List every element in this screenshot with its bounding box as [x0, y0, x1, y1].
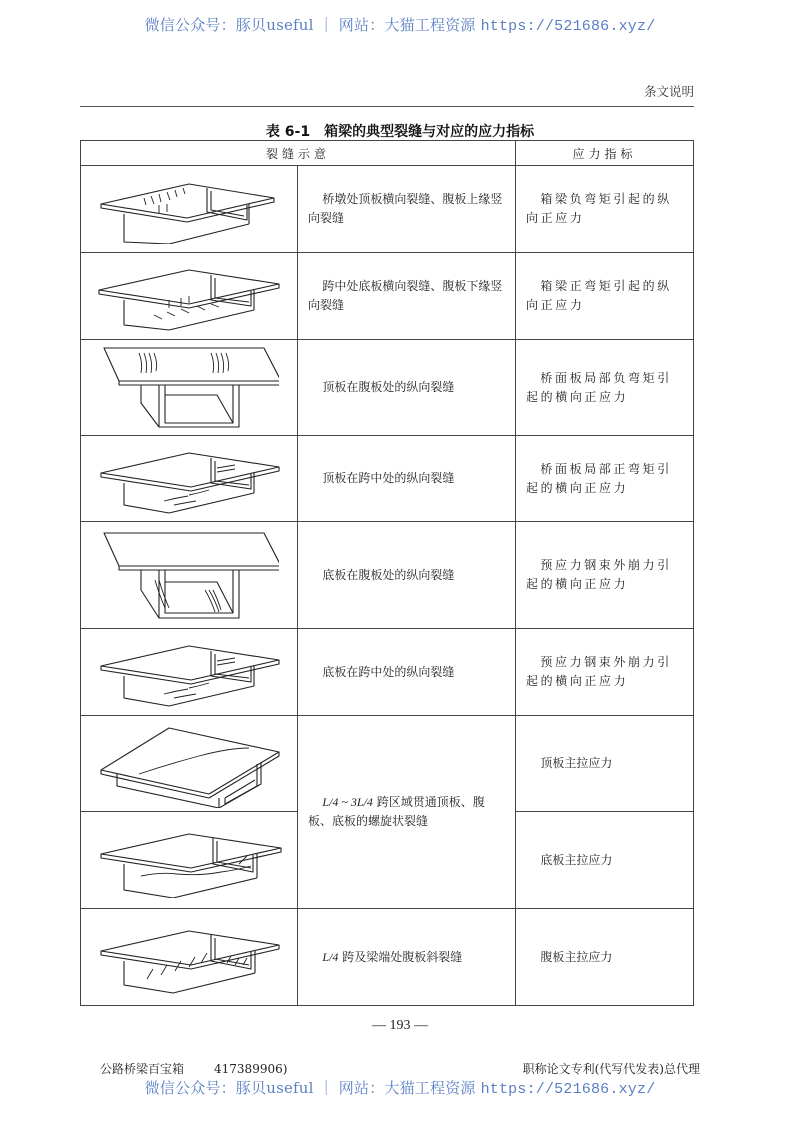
box-girder-top-transverse-crack-icon [89, 174, 289, 244]
stress-indicator: 底板主拉应力 [516, 812, 694, 909]
table-row [81, 253, 694, 340]
table-caption: 箱梁的典型裂缝与对应的应力指标 [324, 124, 535, 140]
footer-id: 417389906) [214, 1062, 288, 1076]
figure-cell [81, 253, 298, 340]
stress-indicator: 箱梁正弯矩引起的纵向正应力 [516, 253, 694, 340]
box-girder-top-longitudinal-crack-at-web-icon [99, 345, 279, 431]
figure-cell [81, 812, 298, 909]
page-number: — 193 — [372, 1018, 428, 1033]
table-row [81, 340, 694, 436]
footer-source: 公路桥梁百宝箱 [100, 1062, 185, 1076]
table-row [81, 166, 694, 253]
span-range: L/4 [322, 949, 339, 964]
watermark-url: https://521686.xyz/ [480, 18, 656, 35]
box-girder-bottom-transverse-crack-icon [89, 260, 289, 332]
table-title [0, 121, 800, 141]
watermark-url: https://521686.xyz/ [480, 1081, 656, 1098]
figure-cell [81, 340, 298, 436]
crack-description: 底板在跨中处的纵向裂缝 [298, 629, 516, 716]
stress-indicator: 腹板主拉应力 [516, 909, 694, 1006]
stress-indicator: 桥面板局部负弯矩引起的横向正应力 [516, 340, 694, 436]
watermark-text: 微信公众号：豚贝useful ｜ 网站：大猫工程资源 [144, 1079, 481, 1097]
crack-description: 底板在腹板处的纵向裂缝 [298, 522, 516, 629]
span-range: L/4 ~ 3L/4 [322, 795, 373, 809]
watermark-text: 微信公众号：豚贝useful ｜ 网站：大猫工程资源 [144, 16, 481, 34]
figure-cell [81, 629, 298, 716]
figure-cell [81, 522, 298, 629]
crack-stress-table [80, 140, 694, 1006]
table-row [81, 629, 694, 716]
figure-cell [81, 909, 298, 1006]
crack-description: 顶板在腹板处的纵向裂缝 [298, 340, 516, 436]
stress-indicator: 桥面板局部正弯矩引起的横向正应力 [516, 436, 694, 522]
table-row [81, 716, 694, 812]
table-row [81, 909, 694, 1006]
crack-description: L/4 跨及梁端处腹板斜裂缝 [298, 909, 516, 1006]
box-girder-spiral-crack-bottom-icon [89, 822, 289, 898]
crack-description: 顶板在跨中处的纵向裂缝 [298, 436, 516, 522]
box-girder-web-diagonal-crack-icon [89, 919, 289, 995]
footer-left [100, 1060, 287, 1077]
table-row [81, 522, 694, 629]
box-girder-bottom-longitudinal-crack-midspan-icon [89, 636, 289, 708]
figure-cell [81, 716, 298, 812]
figure-cell [81, 166, 298, 253]
watermark-bottom [0, 1077, 800, 1098]
header-stress-indicator: 应力指标 [516, 141, 694, 166]
crack-description: L/4 ~ 3L/4 跨区域贯通顶板、腹板、底板的螺旋状裂缝 [298, 716, 516, 909]
figure-cell [81, 436, 298, 522]
stress-indicator: 预应力钢束外崩力引起的横向正应力 [516, 629, 694, 716]
stress-indicator: 预应力钢束外崩力引起的横向正应力 [516, 522, 694, 629]
header-crack-sketch: 裂缝示意 [81, 141, 516, 166]
crack-description: 桥墩处顶板横向裂缝、腹板上缘竖向裂缝 [298, 166, 516, 253]
table-header-row [81, 141, 694, 166]
watermark-top [0, 14, 800, 35]
table-row [81, 436, 694, 522]
crack-description: 跨中处底板横向裂缝、腹板下缘竖向裂缝 [298, 253, 516, 340]
footer-right: 职称论文专利(代写代发表)总代理 [522, 1062, 700, 1076]
box-girder-spiral-crack-top-icon [89, 720, 289, 808]
table-number: 表 6-1 [265, 124, 311, 140]
stress-indicator: 顶板主拉应力 [516, 716, 694, 812]
running-head: 条文说明 [80, 82, 694, 107]
stress-indicator: 箱梁负弯矩引起的纵向正应力 [516, 166, 694, 253]
box-girder-bottom-longitudinal-crack-at-web-icon [99, 528, 279, 622]
box-girder-top-longitudinal-crack-midspan-icon [89, 443, 289, 515]
